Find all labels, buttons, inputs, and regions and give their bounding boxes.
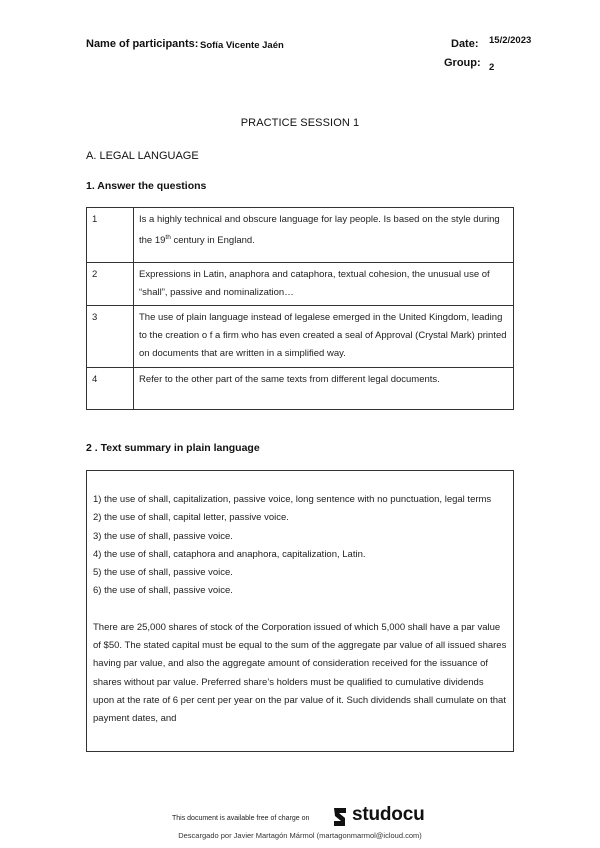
participants-label: Name of participants:	[86, 38, 199, 50]
participants-value: Sofía Vicente Jaén	[200, 40, 284, 51]
section-heading-legal-language: A. LEGAL LANGUAGE	[86, 150, 199, 162]
summary-list-item: 1) the use of shall, capitalization, passive voice, long sentence with no punctuation, legal terms	[93, 494, 492, 505]
answers-table	[86, 207, 514, 410]
table-row	[87, 368, 514, 410]
studocu-logo-icon[interactable]	[331, 806, 349, 828]
footer-download-text: Descargado por Javier Martagón Mármol (martagonmarmol@icloud.com)	[178, 831, 422, 840]
group-label: Group:	[444, 57, 481, 69]
answer-number: 3	[87, 306, 134, 368]
answer-text: Expressions in Latin, anaphora and cataphora, textual cohesion, the unusual use of “shall”, passive and nominalization…	[134, 263, 514, 306]
summary-box	[86, 470, 514, 752]
summary-list-item: 3) the use of shall, passive voice.	[93, 530, 233, 542]
answer-number: 2	[87, 263, 134, 306]
answer-text: Refer to the other part of the same texts from different legal documents.	[134, 368, 514, 410]
summary-list-item: 4) the use of shall, cataphora and anaphora, capitalization, Latin.	[93, 548, 366, 560]
date-label: Date:	[451, 38, 479, 50]
table-row	[87, 263, 514, 306]
table-row	[87, 306, 514, 368]
footer-free-text: This document is available free of charge on	[172, 815, 310, 822]
answer-text: The use of plain language instead of legalese emerged in the United Kingdom, leading to the creation o f a firm who has even created a seal of Approval (Crystal Mark) printed on documents that are written in a simplified way.	[134, 306, 514, 368]
page-title: PRACTICE SESSION 1	[240, 117, 360, 129]
subsection-text-summary: 2 . Text summary in plain language	[86, 442, 260, 454]
summary-paragraph: There are 25,000 shares of stock of the Corporation issued of which 5,000 shall have a par value of $50. The stated capital must be equal to the sum of the aggregate par value of all issued shares having par value, and also the aggregate amount of consideration received for the issuance of shares without par value. Preferred share’s holders must be qualified to cumulative dividends upon at the rate of 6 per cent per year on the par value of it. Such dividends shall cumulate on that payment dates, and	[93, 621, 507, 725]
summary-list-item: 2) the use of shall, capital letter, passive voice.	[93, 512, 289, 524]
studocu-logo-text[interactable]: studocu	[352, 804, 425, 825]
summary-list-item: 6) the use of shall, passive voice.	[93, 585, 233, 597]
subsection-answer-questions: 1. Answer the questions	[86, 180, 207, 192]
group-value: 2	[489, 62, 495, 73]
table-row	[87, 208, 514, 263]
summary-list-item: 5) the use of shall, passive voice.	[93, 567, 233, 579]
date-value: 15/2/2023	[489, 35, 532, 46]
answer-number: 1	[87, 208, 134, 263]
answer-text: Is a highly technical and obscure language for lay people. Is based on the style during the 19th century in England.	[134, 208, 514, 263]
answer-number: 4	[87, 368, 134, 410]
